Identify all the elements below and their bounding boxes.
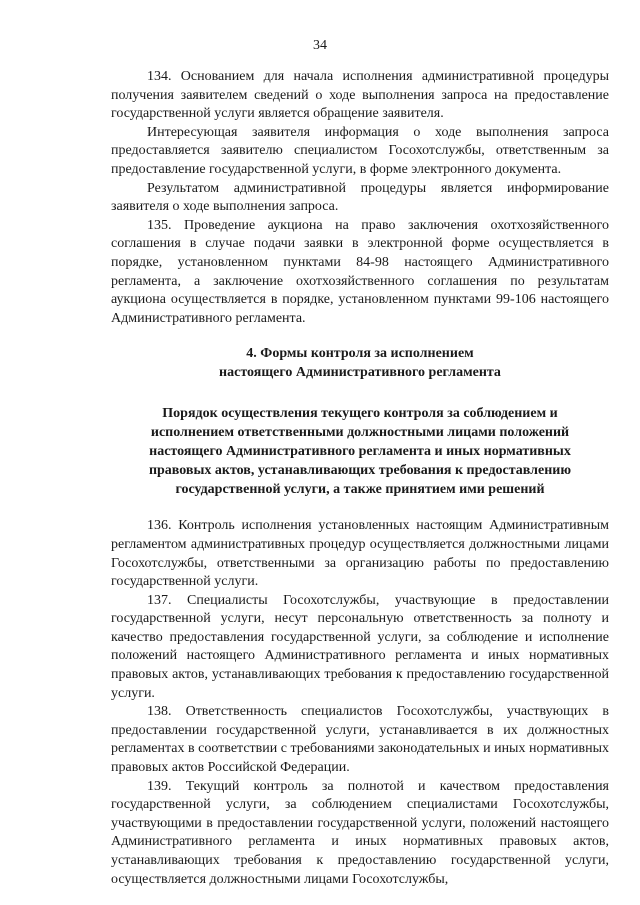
subsection-heading-line: государственной услуги, а также принятием ими решений (175, 482, 545, 498)
paragraph-136: 136. Контроль исполнения установленных настоящим Административным регламентом административных процедур осуществляется должностными лицами Госохотслужбы, ответственными за организацию работы по предоставлению государственной услуги. (111, 518, 609, 590)
subsection-heading-line: правовых актов, устанавливающих требования к предоставлению (148, 463, 572, 479)
paragraph-139: 139. Текущий контроль за полнотой и качеством предоставления государственной услуги, за соблюдением специалистами Госохотслужбы, участвующими в предоставлении государственной услуги, положений настоящего Административного регламента и иных нормативных правовых актов, устанавливающих требования к предоставлению государственной услуги, осуществляется должностными лицами Госохотслужбы, (111, 778, 609, 887)
paragraph-137: 137. Специалисты Госохотслужбы, участвующие в предоставлении государственной услуги, несут персональную ответственность за полноту и качество предоставления государственной услуги, за соблюдение и исполнение положений настоящего Административного регламента и иных нормативных правовых актов, устанавливающих требования к предоставлению государственной услуги. (111, 592, 609, 701)
subsection-heading-line: исполнением ответственными должностными лицами положений (150, 425, 570, 441)
subsection-heading-line: настоящего Административного регламента и иных нормативных (149, 444, 571, 460)
paragraph-135: 135. Проведение аукциона на право заключения охотхозяйственного соглашения в случае подачи заявки в электронной форме осуществляется в порядке, установленном пунктами 84-98 настоящего Административного регламента, а заключение охотхозяйственного соглашения по результатам аукциона осуществляется в порядке, установленном пунктами 99-106 настоящего Административного регламента. (111, 217, 609, 326)
paragraph-138: 138. Ответственность специалистов Госохотслужбы, участвующих в предоставлении государственной услуги, устанавливается в их должностных регламентах в соответствии с требованиями законодательных и иных нормативных правовых актов Российской Федерации. (111, 704, 609, 776)
section-heading-line: настоящего Административного регламента (219, 365, 501, 381)
section-heading-line: 4. Формы контроля за исполнением (246, 346, 474, 362)
subsection-heading-line: Порядок осуществления текущего контроля за соблюдением и (162, 406, 558, 422)
paragraph-134: 134. Основанием для начала исполнения административной процедуры получения заявителем сведений о ходе выполнения запроса на предоставление государственной услуги является обращение заявителя. (111, 69, 609, 122)
section-heading (111, 344, 609, 382)
document-body (111, 68, 609, 889)
subsection-heading (111, 404, 609, 499)
paragraph-134-result: Результатом административной процедуры является информирование заявителя о ходе выполнения запроса. (111, 180, 609, 215)
paragraph-134-info: Интересующая заявителя информация о ходе выполнения запроса предоставляется заявителю специалистом Госохотслужбы, ответственным за предоставление государственной услуги, в форме электронного документа. (111, 124, 609, 177)
page-number: 34 (313, 38, 327, 53)
